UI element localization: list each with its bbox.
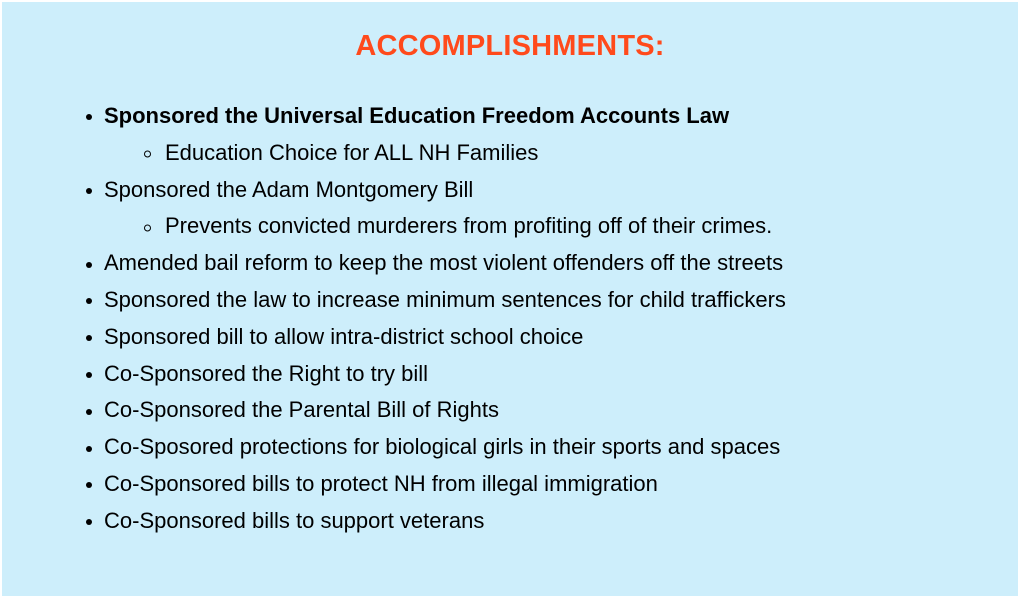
bullet-icon xyxy=(86,114,92,120)
list-item xyxy=(2,392,1018,429)
bullet-icon xyxy=(86,482,92,488)
list-item-text: Co-Sposored protections for biological girls in their sports and spaces xyxy=(104,434,781,460)
list-item xyxy=(2,503,1018,540)
list-item xyxy=(2,282,1018,319)
list-item-text: Sponsored the law to increase minimum sentences for child traffickers xyxy=(104,286,786,312)
hollow-bullet-icon xyxy=(144,151,151,158)
accomplishments-list xyxy=(2,98,1018,540)
bullet-icon xyxy=(86,188,92,194)
list-item xyxy=(2,245,1018,282)
accomplishments-heading: ACCOMPLISHMENTS: xyxy=(355,30,665,62)
list-item-text: Co-Sponsored bills to support veterans xyxy=(104,507,485,533)
list-item-text: Sponsored the Adam Montgomery Bill xyxy=(104,176,474,202)
bullet-icon xyxy=(86,409,92,415)
list-item-text: Sponsored bill to allow intra-district school choice xyxy=(104,323,584,349)
sub-list-item xyxy=(2,135,1018,172)
list-item-text: Education Choice for ALL NH Families xyxy=(165,139,539,165)
bullet-icon xyxy=(86,298,92,304)
hollow-bullet-icon xyxy=(144,224,151,231)
bullet-icon xyxy=(86,335,92,341)
accomplishments-panel xyxy=(2,2,1018,596)
bullet-icon xyxy=(86,446,92,452)
list-item xyxy=(2,466,1018,503)
list-item xyxy=(2,98,1018,135)
bullet-icon xyxy=(86,519,92,525)
bullet-icon xyxy=(86,262,92,268)
list-item-text: Co-Sponsored the Right to try bill xyxy=(104,360,429,386)
sub-list-item xyxy=(2,208,1018,245)
list-item xyxy=(2,319,1018,356)
bullet-icon xyxy=(86,372,92,378)
list-item xyxy=(2,429,1018,466)
list-item xyxy=(2,356,1018,393)
list-item-text: Amended bail reform to keep the most violent offenders off the streets xyxy=(104,250,784,276)
list-item xyxy=(2,172,1018,209)
list-item-text: Sponsored the Universal Education Freedom Accounts Law xyxy=(104,103,730,128)
list-item-text: Co-Sponsored the Parental Bill of Rights xyxy=(104,397,499,423)
list-item-text: Co-Sponsored bills to protect NH from illegal immigration xyxy=(104,470,658,496)
list-item-text: Prevents convicted murderers from profiting off of their crimes. xyxy=(165,213,773,239)
